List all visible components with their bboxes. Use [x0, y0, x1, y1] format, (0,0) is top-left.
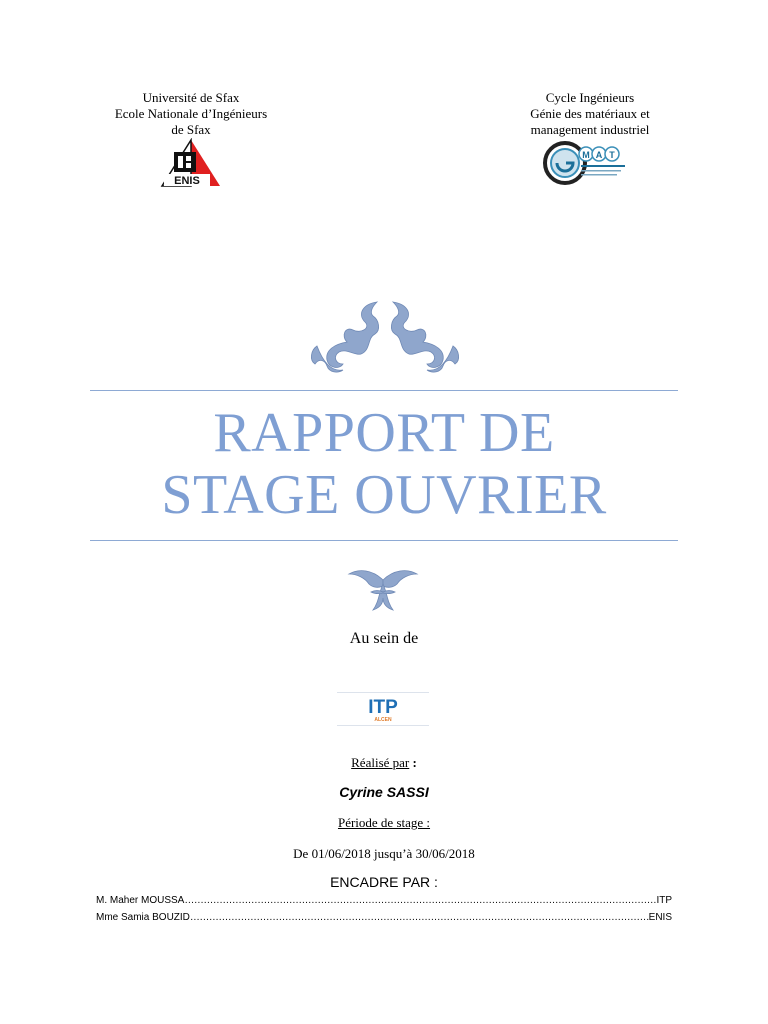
dot-leader — [184, 894, 656, 908]
periode-label: Période de stage : — [337, 815, 431, 830]
encadre-label: ENCADRE PAR : — [330, 874, 438, 890]
svg-text:T: T — [609, 150, 615, 160]
floral-ornament-icon — [305, 298, 465, 378]
svg-text:M: M — [582, 150, 590, 160]
school-city: de Sfax — [171, 122, 211, 137]
svg-text:A: A — [595, 150, 603, 160]
university-header — [96, 90, 286, 138]
department-header — [500, 90, 680, 138]
fleur-ornament-icon — [343, 566, 423, 616]
supervisor-row — [96, 894, 672, 908]
university-name: Université de Sfax — [142, 90, 240, 105]
supervisor-org: ENIS — [648, 912, 672, 923]
department-name-line1: Génie des matériaux et — [530, 106, 650, 121]
title-line-1: RAPPORT DE — [213, 402, 555, 464]
cycle-name: Cycle Ingénieurs — [545, 90, 635, 105]
realise-par-colon: : — [409, 755, 417, 770]
department-name-line2: management industriel — [530, 122, 650, 137]
title-rule-bottom — [90, 540, 678, 541]
periode-value: De 01/06/2018 jusqu’à 30/06/2018 — [293, 846, 475, 861]
realise-par-text: Réalisé par — [351, 755, 410, 770]
supervisor-name: Mme Samia BOUZID — [96, 912, 190, 923]
realise-par-label — [234, 755, 534, 771]
itp-logo-text: ITP — [368, 697, 398, 718]
supervisor-org: ITP — [656, 895, 672, 906]
school-name: Ecole Nationale d’Ingénieurs — [114, 106, 268, 121]
title-rule-top — [90, 390, 678, 391]
company-intro: Au sein de — [349, 630, 419, 647]
supervisor-row — [96, 911, 672, 925]
author-name: Cyrine SASSI — [339, 784, 429, 800]
supervisor-name: M. Maher MOUSSA — [96, 895, 185, 906]
gmat-logo-icon — [541, 140, 633, 186]
page-title — [90, 402, 678, 526]
dot-leader — [190, 911, 649, 925]
itp-logo-icon — [333, 688, 433, 730]
enis-logo-text: ENIS — [174, 175, 200, 187]
enis-logo-icon — [160, 138, 222, 188]
title-line-2: STAGE OUVRIER — [161, 464, 607, 526]
alcen-logo-text: ALCEN — [374, 717, 392, 723]
